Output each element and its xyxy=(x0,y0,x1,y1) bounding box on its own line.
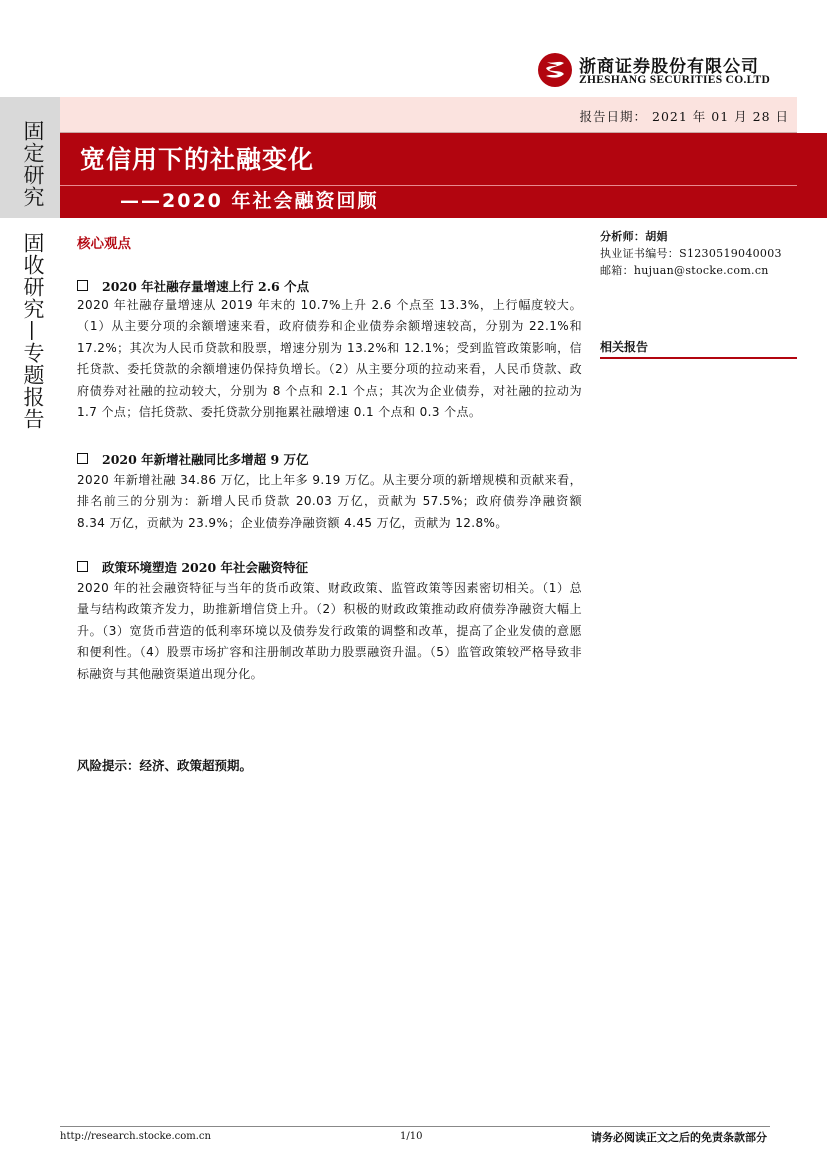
related-reports-title: 相关报告 xyxy=(600,340,649,354)
checkbox-bullet-icon xyxy=(77,561,88,572)
sidebar-category: 固定研究 xyxy=(21,120,45,208)
core-views-heading: 核心观点 xyxy=(77,236,131,252)
risk-warning: 风险提示：经济、政策超预期。 xyxy=(77,758,253,773)
analyst-info xyxy=(600,228,782,279)
report-date-value: 2021 年 01 月 28 日 xyxy=(652,109,789,124)
analyst-name-label: 分析师： xyxy=(600,230,646,243)
report-date xyxy=(580,107,790,125)
company-logo xyxy=(537,50,797,96)
cert-number: S1230519040003 xyxy=(679,247,782,260)
cert-label: 执业证书编号： xyxy=(600,247,680,260)
section-heading: 2020 年新增社融同比多增超 9 万亿 xyxy=(77,450,309,468)
logo-name-en: ZHESHANG SECURITIES CO.LTD xyxy=(579,74,771,86)
email-label: 邮箱： xyxy=(600,264,634,277)
section-body: 2020 年的社会融资特征与当年的货币政策、财政政策、监管政策等因素密切相关。（1）总量与结构政策齐发力，助推新增信贷上升。（2）积极的财政政策推动政府债券净融资大幅上升。（3）宽货币营造的低利率环境以及债券发行政策的调整和改革，提高了企业发债的意愿和便利性。（4）股票市场扩容和注册制改革助力股票融资升温。（5）监管政策较严格导致非标融资与其他融资渠道出现分化。 xyxy=(77,581,582,681)
related-reports-divider xyxy=(600,357,797,359)
footer-url[interactable]: http://research.stocke.com.cn xyxy=(60,1131,211,1142)
checkbox-bullet-icon xyxy=(77,453,88,464)
checkbox-bullet-icon xyxy=(77,280,88,291)
page-number: 1/10 xyxy=(400,1131,423,1142)
analyst-email[interactable]: hujuan@stocke.com.cn xyxy=(633,264,769,277)
sidebar-subcategory: 固收研究—专题报告 xyxy=(21,232,45,430)
section-heading: 2020 年社融存量增速上行 2.6 个点 xyxy=(77,277,309,295)
page-subtitle: ——2020 年社会融资回顾 xyxy=(120,190,379,212)
report-date-label: 报告日期： xyxy=(579,109,648,124)
section-body: 2020 年新增社融 34.86 万亿，比上年多 9.19 万亿。从主要分项的新增规模和贡献来看，排名前三的分别为：新增人民币贷款 20.03 万亿，贡献为 57.5%；政府债券净融资额 8.34 万亿，贡献为 23.9%；企业债券净融资额 4.45 万亿，贡献为 12.8%。 xyxy=(77,473,582,530)
section-body: 2020 年社融存量增速从 2019 年末的 10.7%上升 2.6 个点至 13.3%，上行幅度较大。（1）从主要分项的余额增速来看，政府债券和企业债券余额增速较高，分别为 22.1%和 17.2%；其次为人民币贷款和股票，增速分别为 13.2%和 12.1%；受到监管政策影响，信托贷款、委托贷款的余额增速仍保持负增长。（2）从主要分项的拉动来看，人民币贷款、政府债券对社融的拉动较大，分别为 8 个点和 2.1 个点；其次为企业债券，对社融的拉动为 1.7 个点；信托贷款、委托贷款分别拖累社融增速 0.1 个点和 0.3 个点。 xyxy=(77,298,582,420)
section-heading: 政策环境塑造 2020 年社会融资特征 xyxy=(77,558,308,576)
disclaimer-note: 请务必阅读正文之后的免责条款部分 xyxy=(591,1131,767,1144)
page-title: 宽信用下的社融变化 xyxy=(80,145,315,174)
logo-name-cn: 浙商证券股份有限公司 xyxy=(579,57,759,77)
analyst-name: 胡娟 xyxy=(645,230,668,243)
logo-mark-icon xyxy=(537,52,573,88)
footer-divider xyxy=(60,1126,770,1127)
